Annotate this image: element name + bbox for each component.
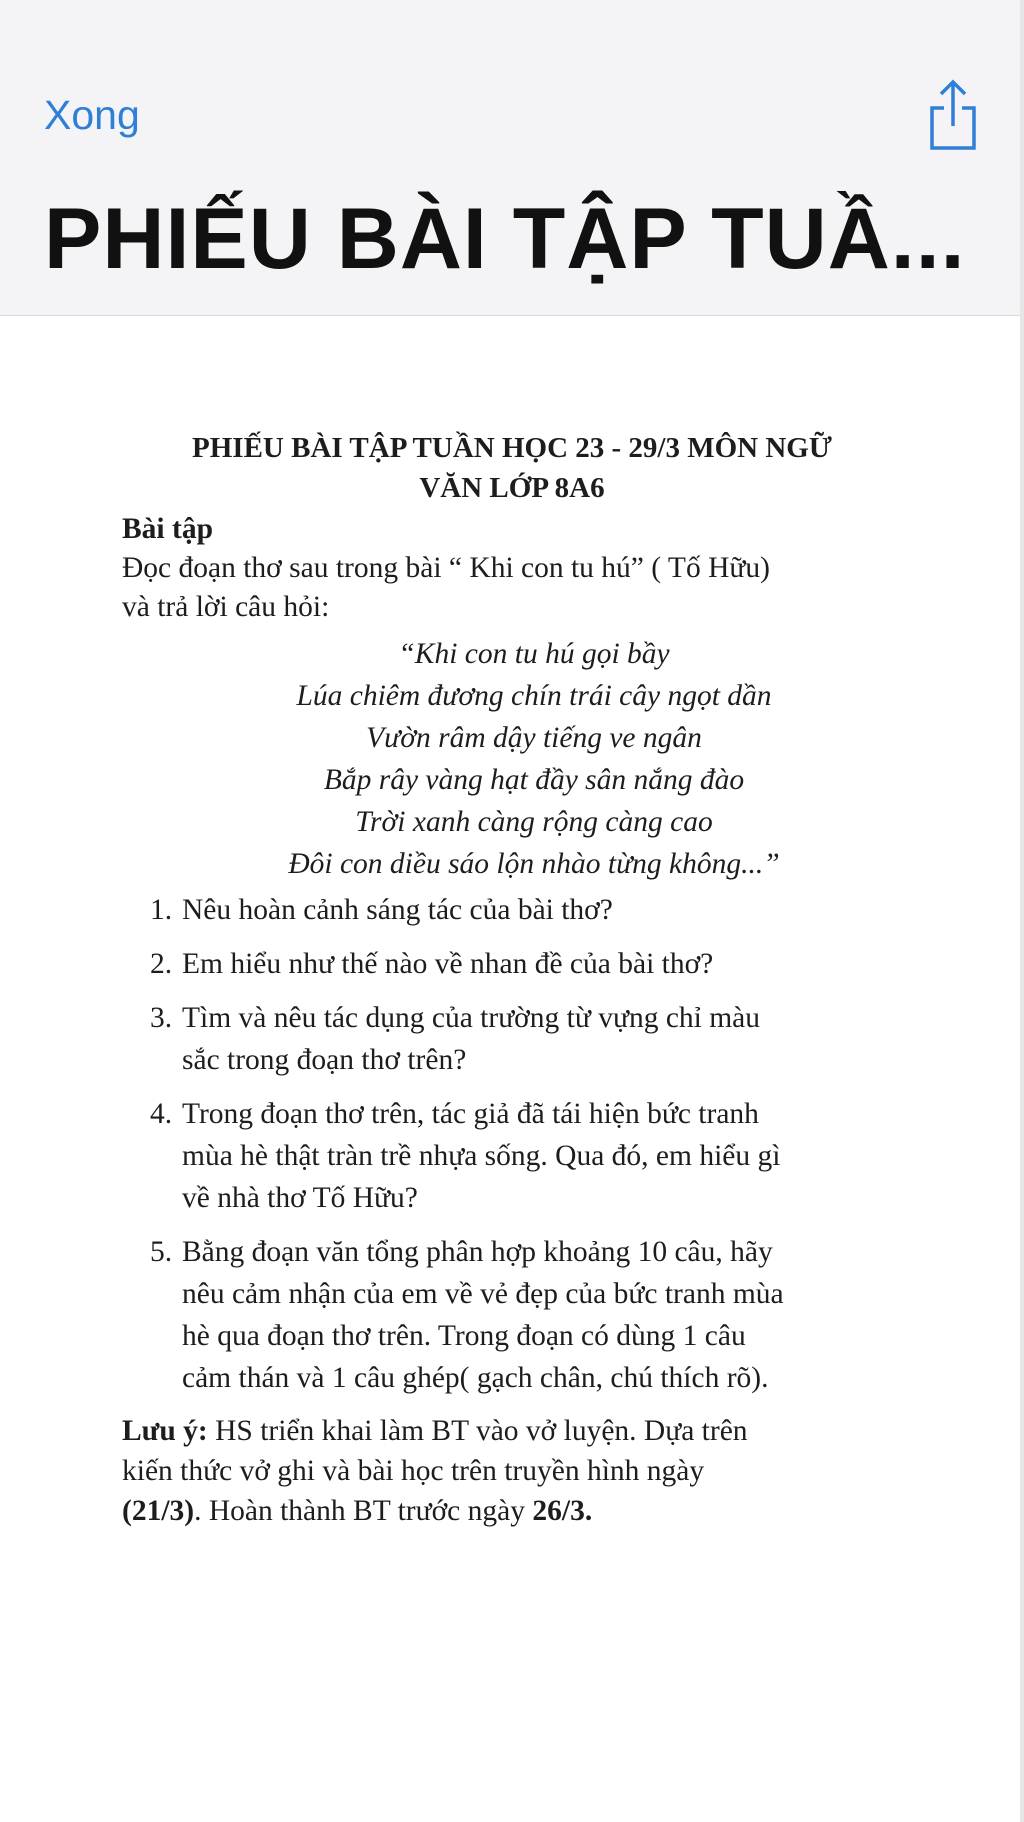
document-content <box>122 428 902 1531</box>
question-line: Nêu hoàn cảnh sáng tác của bài thơ? <box>182 894 613 926</box>
question-item <box>122 997 902 1081</box>
poem-line: Vườn râm dậy tiếng ve ngân <box>366 722 702 754</box>
document-title-line1: PHIẾU BÀI TẬP TUẦN HỌC 23 - 29/3 MÔN NGỮ <box>192 432 832 464</box>
note-label: Lưu ý: <box>122 1415 208 1447</box>
done-button[interactable]: Xong <box>44 92 140 138</box>
document-title <box>122 428 902 508</box>
question-line: Tìm và nêu tác dụng của trường từ vựng chỉ màu <box>182 1002 761 1034</box>
question-line: về nhà thơ Tố Hữu? <box>182 1182 418 1214</box>
poem-line: “Khi con tu hú gọi bầy <box>398 638 670 670</box>
question-list <box>122 889 902 1399</box>
intro-text <box>122 549 902 627</box>
question-item <box>122 889 902 931</box>
question-line: Bằng đoạn văn tổng phân hợp khoảng 10 câu, hãy <box>182 1236 773 1268</box>
poem-line: Lúa chiêm đương chín trái cây ngọt dần <box>296 680 772 712</box>
question-line: Trong đoạn thơ trên, tác giả đã tái hiện bức tranh <box>182 1098 759 1130</box>
share-icon <box>924 78 982 152</box>
note-date: (21/3) <box>122 1495 195 1527</box>
question-line: cảm thán và 1 câu ghép( gạch chân, chú thích rõ). <box>182 1362 769 1394</box>
question-item <box>122 1231 902 1399</box>
question-line: Em hiểu như thế nào về nhan đề của bài thơ? <box>182 948 714 980</box>
question-number: 1. <box>150 894 173 926</box>
question-item <box>122 1093 902 1219</box>
question-line: nêu cảm nhận của em về vẻ đẹp của bức tranh mùa <box>182 1278 784 1310</box>
document-title-line2: VĂN LỚP 8A6 <box>419 472 605 504</box>
intro-line2: và trả lời câu hỏi: <box>122 591 330 623</box>
question-item <box>122 943 902 985</box>
question-number: 5. <box>150 1236 173 1268</box>
top-bar <box>0 0 1024 316</box>
question-line: mùa hè thật tràn trề nhựa sống. Qua đó, em hiểu gì <box>182 1140 781 1172</box>
question-number: 3. <box>150 1002 173 1034</box>
poem <box>122 633 902 885</box>
poem-line: Đôi con diều sáo lộn nhào từng không...” <box>288 848 780 880</box>
poem-line: Trời xanh càng rộng càng cao <box>355 806 713 838</box>
question-number: 4. <box>150 1098 173 1130</box>
intro-line1: Đọc đoạn thơ sau trong bài “ Khi con tu hú” ( Tố Hữu) <box>122 552 770 584</box>
note-paragraph <box>122 1411 902 1531</box>
scroll-edge <box>1020 0 1024 1822</box>
note-text: . Hoàn thành BT trước ngày <box>194 1495 533 1527</box>
share-button[interactable] <box>924 78 982 152</box>
question-line: sắc trong đoạn thơ trên? <box>182 1044 467 1076</box>
note-deadline: 26/3. <box>532 1495 593 1527</box>
section-heading: Bài tập <box>122 513 213 545</box>
note-text: HS triển khai làm BT vào vở luyện. Dựa trên <box>207 1415 748 1447</box>
question-number: 2. <box>150 948 173 980</box>
question-line: hè qua đoạn thơ trên. Trong đoạn có dùng 1 câu <box>182 1320 746 1352</box>
note-text: kiến thức vở ghi và bài học trên truyền hình ngày <box>122 1455 705 1487</box>
page-title: PHIẾU BÀI TẬP TUẦ... <box>44 191 966 287</box>
poem-line: Bắp rây vàng hạt đầy sân nắng đào <box>323 764 745 796</box>
